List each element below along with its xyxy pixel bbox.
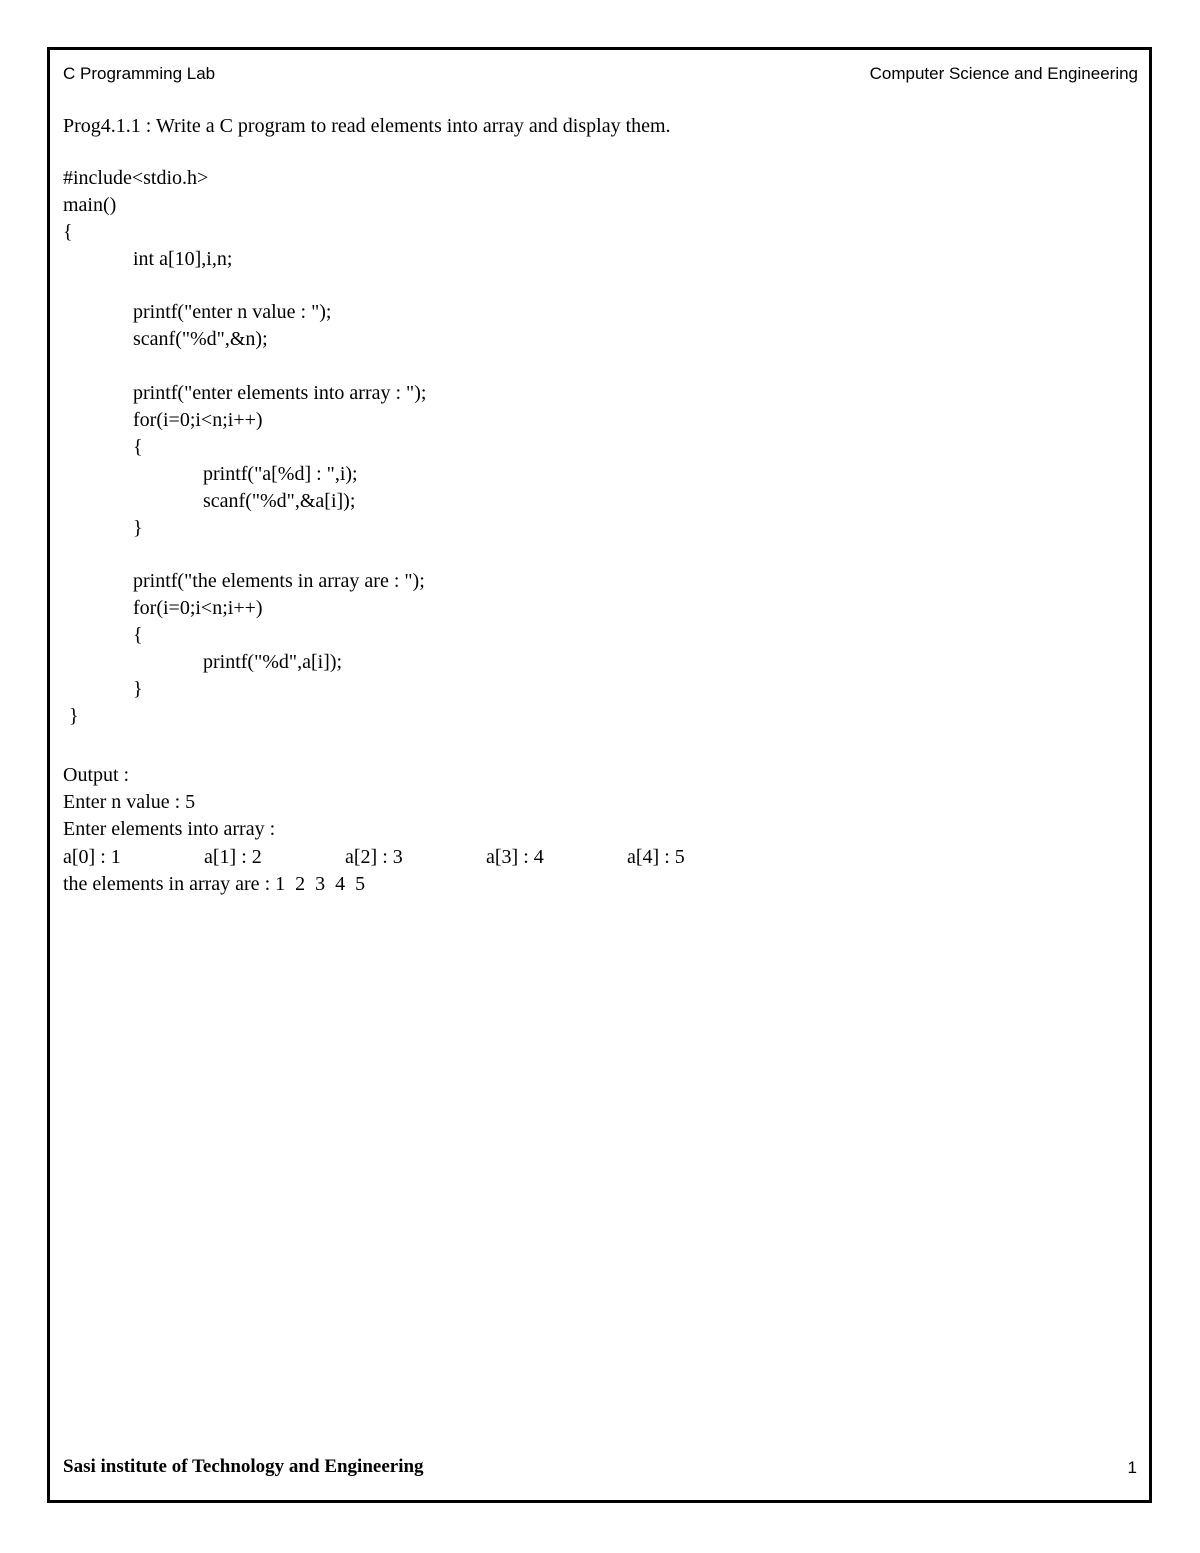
array-input-value: a[3] : 4 xyxy=(486,845,544,868)
code-line: } xyxy=(133,516,143,539)
array-input-value: a[2] : 3 xyxy=(345,845,403,868)
code-line: main() xyxy=(63,193,117,216)
code-line: printf("a[%d] : ",i); xyxy=(203,462,358,485)
code-line: { xyxy=(133,435,143,458)
code-block xyxy=(63,165,426,730)
code-line xyxy=(63,353,426,380)
output-heading: Output : xyxy=(63,764,130,786)
code-line: printf("%d",a[i]); xyxy=(203,651,343,674)
code-line: scanf("%d",&n); xyxy=(133,328,268,351)
code-line: #include<stdio.h> xyxy=(63,167,209,189)
code-line: { xyxy=(133,624,143,647)
code-line: printf("enter elements into array : "); xyxy=(133,382,427,405)
header-course-title: C Programming Lab xyxy=(63,64,216,83)
array-input-value: a[4] : 5 xyxy=(627,845,685,868)
code-line: for(i=0;i<n;i++) xyxy=(133,409,263,432)
code-line xyxy=(63,273,426,300)
code-line: int a[10],i,n; xyxy=(133,247,233,270)
output-block xyxy=(63,762,768,898)
code-line: } xyxy=(133,677,143,700)
output-array-inputs xyxy=(63,844,768,871)
footer-institute: Sasi institute of Technology and Engineering xyxy=(63,1456,424,1477)
code-line: printf("enter n value : "); xyxy=(133,301,332,324)
page-number: 1 xyxy=(1127,1458,1137,1477)
code-line: } xyxy=(69,704,79,727)
output-line: Enter n value : 5 xyxy=(63,791,196,814)
code-line: for(i=0;i<n;i++) xyxy=(133,597,263,620)
header-department: Computer Science and Engineering xyxy=(869,64,1138,83)
output-line: Enter elements into array : xyxy=(63,818,276,841)
array-input-value: a[1] : 2 xyxy=(204,845,262,868)
code-line: { xyxy=(63,220,73,243)
array-input-value: a[0] : 1 xyxy=(63,845,121,868)
code-line: printf("the elements in array are : "); xyxy=(133,570,425,593)
code-line: scanf("%d",&a[i]); xyxy=(203,489,356,512)
code-line xyxy=(63,541,426,568)
output-line: the elements in array are : 1 2 3 4 5 xyxy=(63,872,366,895)
program-title: Prog4.1.1 : Write a C program to read elements into array and display them. xyxy=(63,115,671,137)
